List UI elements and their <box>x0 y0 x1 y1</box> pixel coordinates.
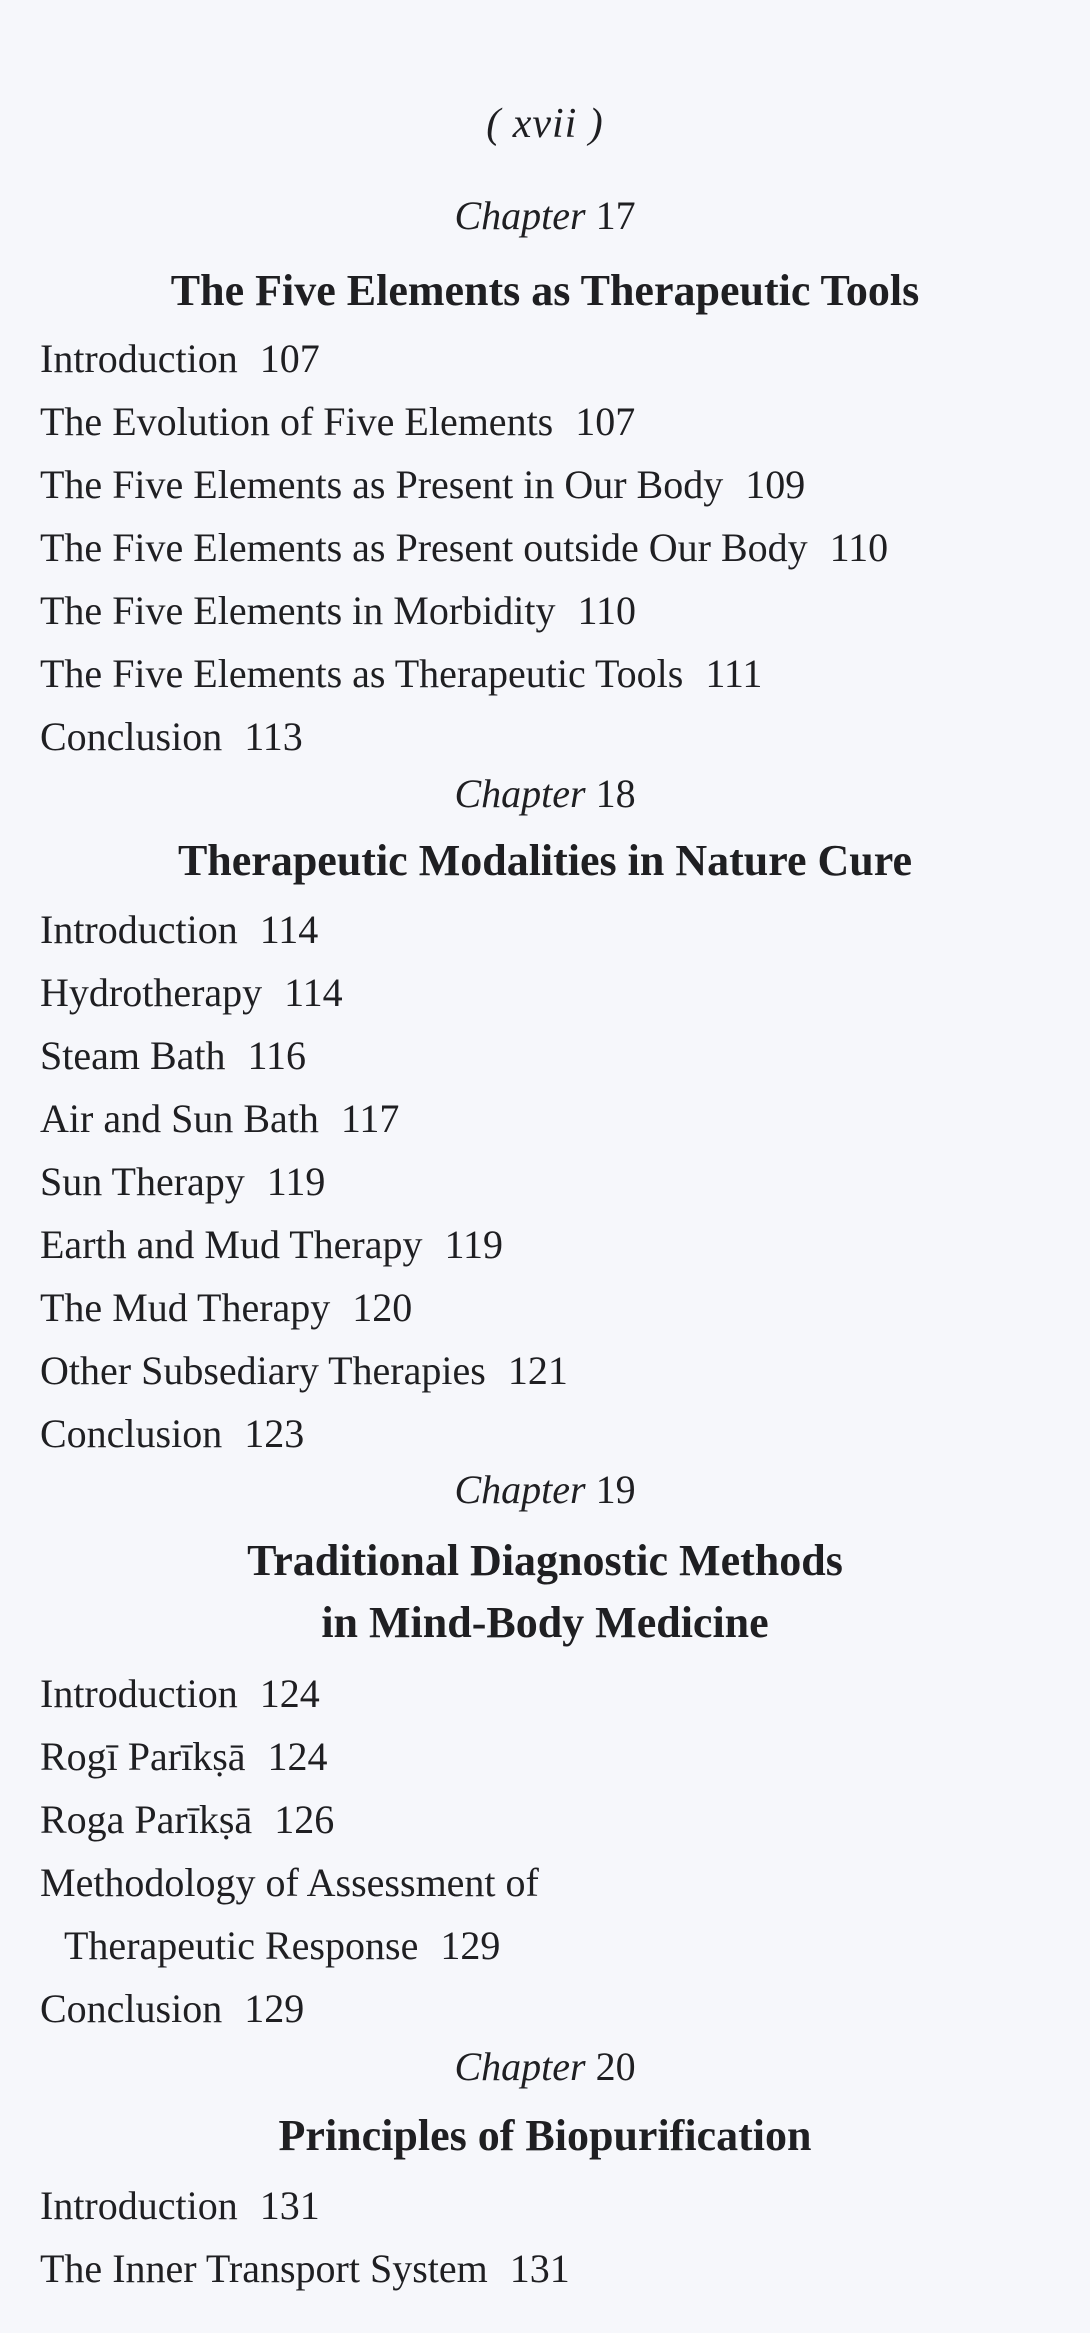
chapter-label <box>0 2043 1090 2090</box>
entry-title: Other Subsediary Therapies <box>40 1348 486 1393</box>
toc-entry <box>40 1985 304 2032</box>
entry-page: 114 <box>284 970 343 1015</box>
toc-entry <box>40 906 318 953</box>
toc-entry <box>40 1158 325 1205</box>
entry-page: 117 <box>340 1096 400 1141</box>
toc-entry <box>40 650 762 697</box>
chapter-number: 20 <box>595 2044 636 2089</box>
entry-page: 129 <box>244 1986 305 2031</box>
toc-entry <box>40 1859 539 1906</box>
entry-title: Introduction <box>40 2183 238 2228</box>
chapter-title <box>0 1530 1090 1654</box>
entry-title: The Five Elements in Morbidity <box>40 588 556 633</box>
entry-title: Earth and Mud Therapy <box>40 1222 423 1267</box>
entry-page: 124 <box>267 1734 328 1779</box>
toc-entry <box>40 524 888 571</box>
toc-entry <box>40 1410 304 1457</box>
entry-page: 107 <box>259 336 320 381</box>
page-number: ( xvii ) <box>486 101 604 147</box>
entry-title: The Mud Therapy <box>40 1285 331 1330</box>
entry-page: 119 <box>266 1159 326 1204</box>
entry-title: Roga Parīkṣā <box>40 1797 253 1842</box>
entry-title: The Inner Transport System <box>40 2246 488 2291</box>
entry-page: 111 <box>705 651 763 696</box>
entry-page: 120 <box>352 1285 413 1330</box>
entry-title: The Five Elements as Present in Our Body <box>40 462 724 507</box>
toc-entry <box>40 2245 570 2292</box>
chapter-title-line: Therapeutic Modalities in Nature Cure <box>177 836 913 885</box>
toc-entry <box>40 713 303 760</box>
entry-page: 124 <box>259 1671 320 1716</box>
chapter-word: Chapter <box>454 2044 586 2089</box>
entry-title: Steam Bath <box>40 1033 226 1078</box>
entry-title: Methodology of Assessment of <box>40 1860 539 1905</box>
chapter-title-line: Traditional Diagnostic Methods <box>247 1536 843 1585</box>
entry-page: 131 <box>259 2183 320 2228</box>
entry-page: 110 <box>829 525 889 570</box>
entry-page: 109 <box>745 462 806 507</box>
entry-page: 113 <box>244 714 303 759</box>
chapter-label <box>0 1466 1090 1513</box>
entry-page: 121 <box>507 1348 568 1393</box>
entry-page: 123 <box>244 1411 305 1456</box>
entry-page: 110 <box>577 588 637 633</box>
entry-title: Introduction <box>40 907 238 952</box>
chapter-title <box>0 260 1090 322</box>
chapter-title-line: in Mind-Body Medicine <box>321 1598 769 1647</box>
toc-entry <box>40 398 635 445</box>
toc-entry <box>40 1095 399 1142</box>
entry-page: 129 <box>440 1923 501 1968</box>
chapter-label <box>0 770 1090 817</box>
toc-entry <box>40 1796 334 1843</box>
chapter-label <box>0 192 1090 239</box>
entry-title: The Five Elements as Present outside Our Body <box>40 525 808 570</box>
entry-page: 119 <box>444 1222 503 1267</box>
chapter-number: 17 <box>595 193 636 238</box>
entry-page: 126 <box>274 1797 335 1842</box>
toc-entry <box>40 587 636 634</box>
toc-entry <box>40 969 343 1016</box>
entry-title: Conclusion <box>40 714 223 759</box>
toc-entry <box>40 1733 328 1780</box>
chapter-title <box>0 830 1090 892</box>
entry-title: Air and Sun Bath <box>40 1096 319 1141</box>
chapter-word: Chapter <box>454 1467 586 1512</box>
chapter-number: 18 <box>595 771 636 816</box>
toc-entry <box>40 1347 568 1394</box>
chapter-title-line: The Five Elements as Therapeutic Tools <box>170 266 920 315</box>
chapter-number: 19 <box>595 1467 636 1512</box>
entry-page: 131 <box>509 2246 570 2291</box>
entry-title: Hydrotherapy <box>40 970 263 1015</box>
entry-title: Introduction <box>40 336 238 381</box>
toc-entry <box>40 2182 320 2229</box>
entry-title: Conclusion <box>40 1411 223 1456</box>
toc-entry <box>40 1284 412 1331</box>
entry-page: 107 <box>575 399 636 444</box>
entry-page: 116 <box>247 1033 307 1078</box>
toc-entry <box>40 335 320 382</box>
toc-entry <box>40 461 805 508</box>
entry-title-cont: Therapeutic Response <box>64 1923 419 1968</box>
entry-title: Conclusion <box>40 1986 223 2031</box>
entry-title: Sun Therapy <box>40 1159 245 1204</box>
toc-entry <box>40 1032 306 1079</box>
chapter-word: Chapter <box>454 193 586 238</box>
chapter-title <box>0 2105 1090 2167</box>
entry-title: Introduction <box>40 1671 238 1716</box>
entry-page: 114 <box>259 907 319 952</box>
chapter-word: Chapter <box>454 771 586 816</box>
entry-title: The Evolution of Five Elements <box>40 399 554 444</box>
toc-entry <box>40 1221 503 1268</box>
chapter-title-line: Principles of Biopurification <box>278 2111 812 2160</box>
toc-entry-continuation <box>64 1922 500 1969</box>
toc-entry <box>40 1670 320 1717</box>
entry-title: Rogī Parīkṣā <box>40 1734 246 1779</box>
entry-title: The Five Elements as Therapeutic Tools <box>40 651 684 696</box>
